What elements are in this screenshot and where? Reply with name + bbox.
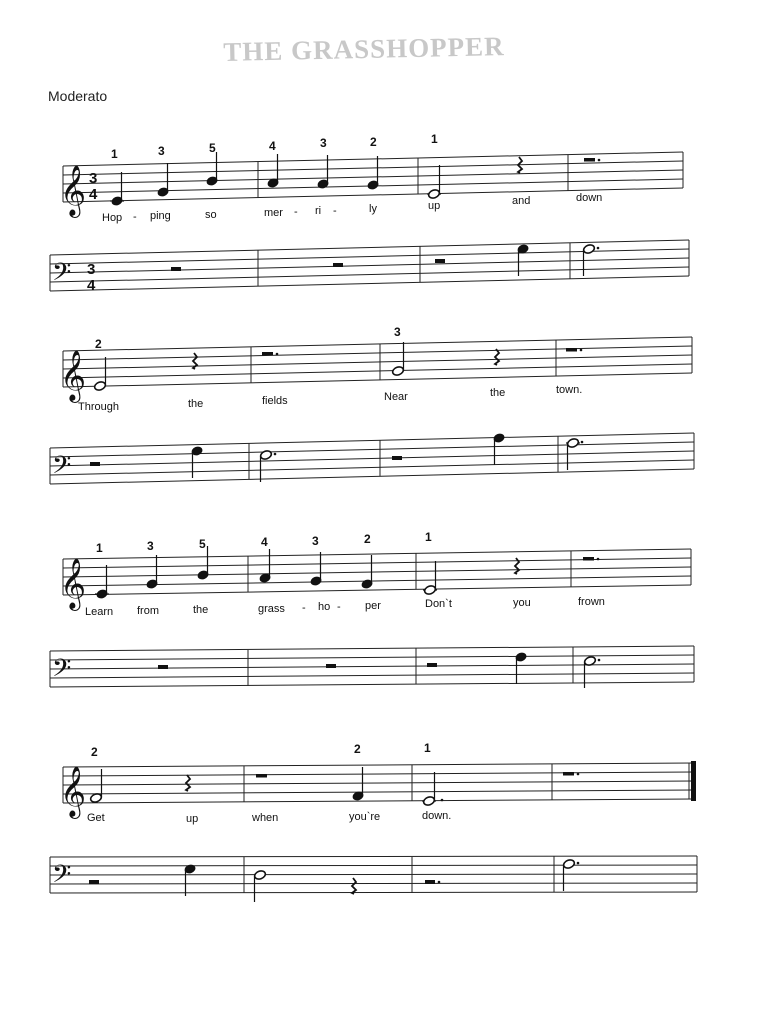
lyrics bbox=[78, 384, 582, 413]
lyric: - bbox=[333, 205, 337, 217]
lyric: from bbox=[137, 605, 159, 617]
lyric: - bbox=[294, 206, 298, 218]
fingering: 1 bbox=[431, 132, 438, 146]
bass-clef: 𝄢 bbox=[52, 861, 72, 894]
lyric: Near bbox=[384, 391, 408, 403]
treble-clef: 𝄞 bbox=[60, 351, 87, 400]
fingering: 2 bbox=[95, 337, 102, 351]
treble-staff bbox=[63, 337, 692, 387]
lyric: the bbox=[188, 398, 204, 410]
time-signature-bottom: 4 bbox=[89, 186, 98, 203]
lyric: and bbox=[512, 195, 531, 207]
lyric: Get bbox=[87, 812, 105, 824]
fingering: 3 bbox=[158, 144, 165, 158]
fingering: 1 bbox=[96, 541, 103, 555]
lyric: ho bbox=[318, 601, 331, 613]
time-signature-top: 3 bbox=[87, 261, 96, 278]
tempo-marking: Moderato bbox=[48, 88, 108, 104]
system-1 bbox=[50, 132, 689, 294]
fingering: 1 bbox=[424, 741, 431, 755]
lyric: up bbox=[186, 813, 199, 825]
fingering: 3 bbox=[312, 534, 319, 548]
fingering: 5 bbox=[199, 537, 206, 551]
fingering: 5 bbox=[209, 141, 216, 155]
lyric: so bbox=[205, 209, 217, 221]
lyric: mer bbox=[264, 207, 283, 219]
time-signature-top: 3 bbox=[89, 170, 98, 187]
lyric: fields bbox=[262, 395, 288, 407]
lyric: - bbox=[302, 602, 306, 614]
fingering: 1 bbox=[425, 530, 432, 544]
lyric: down. bbox=[422, 810, 452, 822]
treble-staff bbox=[63, 549, 691, 595]
bass-staff bbox=[50, 856, 697, 893]
lyric: Hop bbox=[102, 212, 123, 224]
bass-clef: 𝄢 bbox=[52, 655, 72, 688]
fingering: 4 bbox=[261, 535, 268, 549]
bass-staff bbox=[50, 646, 694, 687]
fingering: 2 bbox=[370, 135, 377, 149]
bass-notes bbox=[90, 433, 583, 482]
lyric: you bbox=[513, 597, 531, 609]
bass-clef: 𝄢 bbox=[52, 259, 72, 292]
treble-clef: 𝄞 bbox=[60, 559, 87, 608]
lyric: ping bbox=[150, 210, 171, 222]
lyric: you`re bbox=[349, 811, 381, 823]
lyrics bbox=[87, 810, 451, 825]
fingering: 3 bbox=[320, 136, 327, 150]
lyric: Don`t bbox=[425, 598, 452, 610]
fingering: 1 bbox=[111, 147, 118, 161]
lyric: frown bbox=[578, 596, 605, 608]
fingering: 2 bbox=[364, 532, 371, 546]
lyrics bbox=[85, 596, 605, 618]
fingering: 2 bbox=[354, 742, 361, 756]
treble-staff bbox=[63, 763, 693, 803]
lyric: the bbox=[193, 604, 209, 616]
lyric: up bbox=[428, 200, 441, 212]
lyric: ri bbox=[315, 205, 322, 217]
time-signature-bottom: 4 bbox=[87, 277, 96, 294]
lyric: when bbox=[252, 812, 279, 824]
treble-clef: 𝄞 bbox=[60, 767, 87, 816]
lyric: down bbox=[576, 192, 603, 204]
lyric: - bbox=[337, 601, 341, 613]
lyric: the bbox=[490, 387, 506, 399]
system-4 bbox=[50, 741, 697, 902]
system-3 bbox=[50, 530, 694, 688]
lyric: town. bbox=[556, 384, 583, 396]
final-barline bbox=[691, 761, 696, 801]
lyrics bbox=[102, 192, 602, 224]
fingering: 3 bbox=[394, 325, 401, 339]
treble-clef: 𝄞 bbox=[60, 166, 87, 215]
fingering: 3 bbox=[147, 539, 154, 553]
system-2 bbox=[50, 325, 694, 485]
lyric: per bbox=[365, 600, 381, 612]
lyric: Learn bbox=[85, 606, 114, 618]
bass-staff bbox=[50, 433, 694, 484]
lyric: grass bbox=[258, 603, 285, 615]
fingering: 4 bbox=[269, 139, 276, 153]
lyric: - bbox=[133, 211, 137, 223]
bass-clef: 𝄢 bbox=[52, 452, 72, 485]
lyric: Through bbox=[78, 401, 119, 413]
song-title: THE GRASSHOPPER bbox=[223, 31, 505, 67]
lyric: ly bbox=[369, 203, 377, 215]
fingering: 2 bbox=[91, 745, 98, 759]
